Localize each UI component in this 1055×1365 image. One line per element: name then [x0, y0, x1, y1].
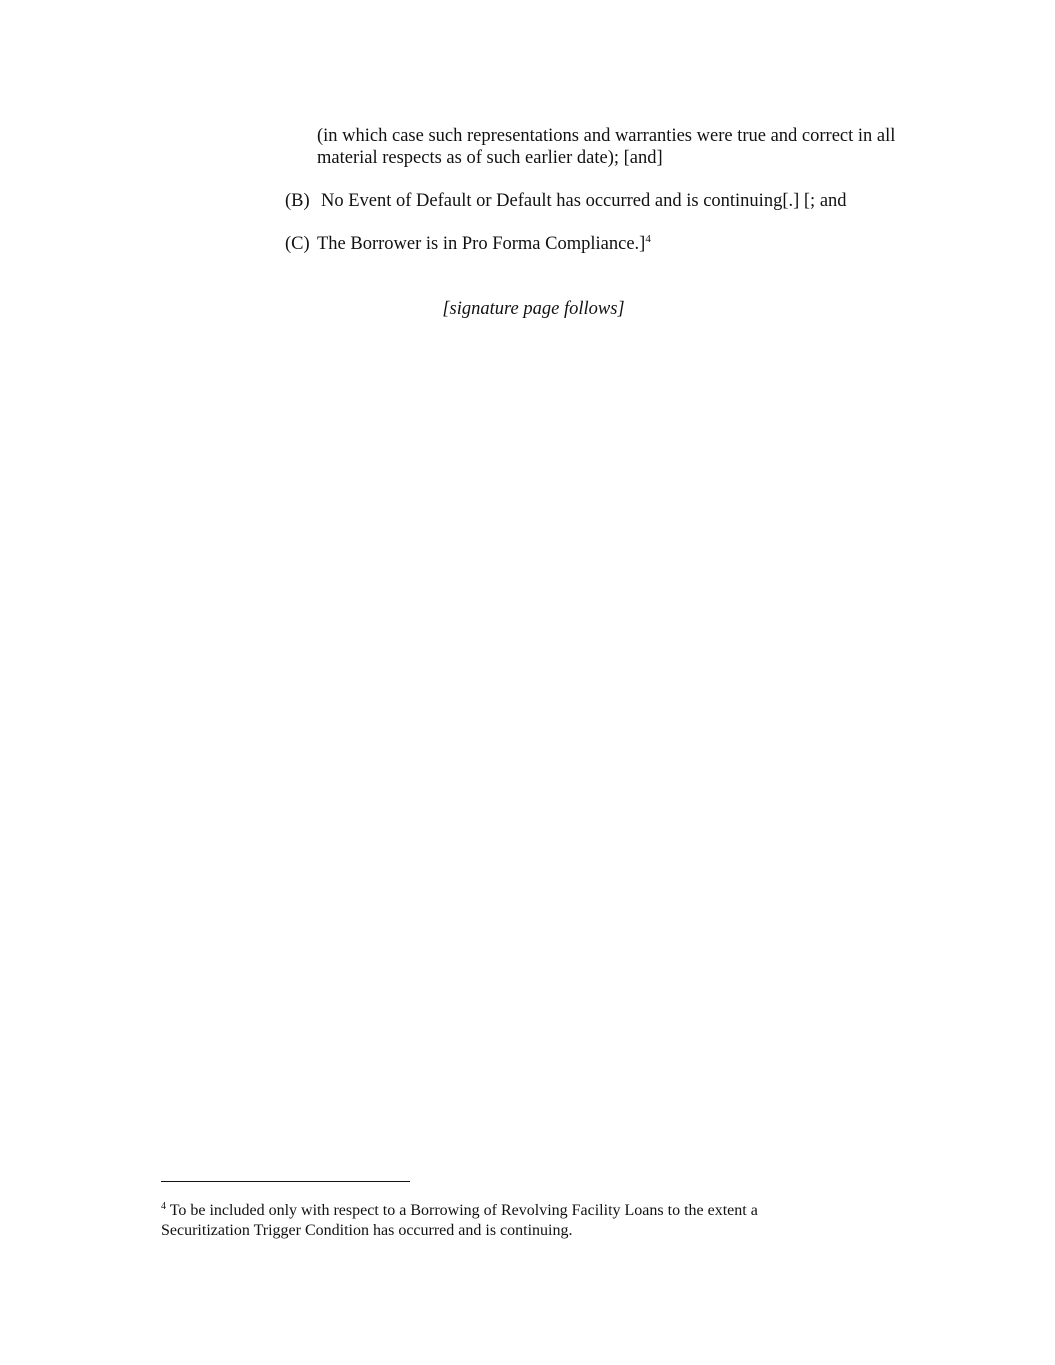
- clause-b-text: No Event of Default or Default has occurred and is continuing[.] [; and: [321, 191, 847, 211]
- continuation-text-line-1: (in which case such representations and warranties were true and correct in all: [317, 126, 896, 146]
- signature-page-note: [signature page follows]: [442, 299, 625, 319]
- footnote-line-2: Securitization Trigger Condition has occurred and is continuing.: [161, 1222, 573, 1239]
- footnote-separator: [161, 1181, 410, 1182]
- footnote-line-1: [161, 1201, 758, 1221]
- clause-b-label: (B): [285, 191, 310, 211]
- clause-c-text: The Borrower is in Pro Forma Compliance.]: [317, 234, 646, 254]
- footnote-marker: 4: [161, 1201, 166, 1212]
- clause-c-label: (C): [285, 234, 310, 254]
- footnote: [161, 1201, 758, 1241]
- clause-b: [285, 190, 847, 212]
- footnote-text-1: To be included only with respect to a Borrowing of Revolving Facility Loans to the extent a: [169, 1202, 758, 1219]
- footnote-reference[interactable]: 4: [645, 233, 651, 245]
- continuation-text-line-2: material respects as of such earlier date); [and]: [317, 148, 663, 168]
- clause-c: [285, 233, 651, 255]
